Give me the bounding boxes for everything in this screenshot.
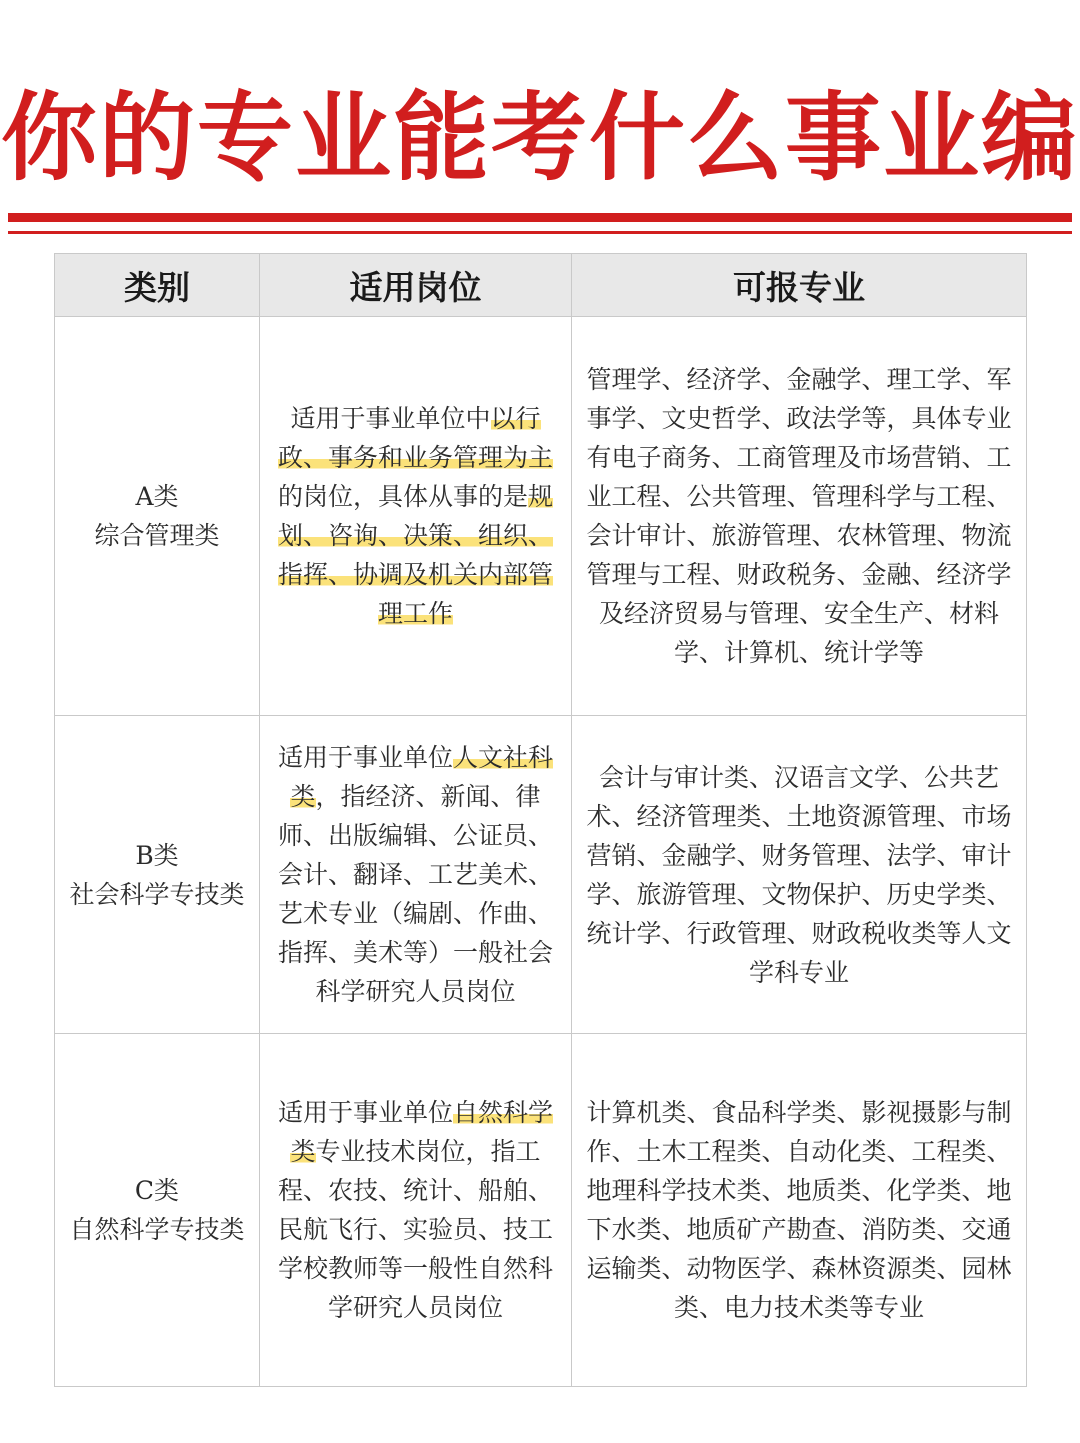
category-cell bbox=[55, 317, 260, 716]
post-cell bbox=[260, 1034, 572, 1387]
table-header-row bbox=[55, 254, 1027, 317]
category-code: A类 bbox=[135, 482, 179, 511]
post-highlight: 规划、咨询、决策、组织、指挥、协调及机关内部管理工作 bbox=[277, 482, 554, 628]
post-text: ，指经济、新闻、律师、出版编辑、公证员、会计、翻译、工艺美术、艺术专业（编剧、作曲、指挥、美术等）一般社会科学研究人员岗位 bbox=[277, 782, 553, 1006]
category-cell bbox=[55, 1034, 260, 1387]
page-title: 你的专业能考什么事业编 bbox=[1, 81, 1079, 194]
category-name: 综合管理类 bbox=[94, 521, 220, 550]
post-highlight: 以行政、事务和业务管理为主 bbox=[277, 404, 553, 472]
post-cell bbox=[260, 716, 572, 1034]
category-cell bbox=[55, 716, 260, 1034]
post-text: 适用于事业单位 bbox=[277, 1098, 453, 1127]
title-underline-thick bbox=[8, 213, 1072, 222]
majors-cell: 管理学、经济学、金融学、理工学、军事学、文史哲学、政法学等，具体专业有电子商务、工商管理及市场营销、工业工程、公共管理、管理科学与工程、会计审计、旅游管理、农林管理、物流管理与工程、财政税务、金融、经济学及经济贸易与管理、安全生产、材料学、计算机、统计学等 bbox=[572, 317, 1027, 716]
category-code: C类 bbox=[134, 1176, 180, 1205]
category-name: 自然科学专技类 bbox=[69, 1215, 245, 1244]
table-row bbox=[55, 716, 1027, 1034]
table-row bbox=[55, 1034, 1027, 1387]
category-name: 社会科学专技类 bbox=[69, 879, 245, 909]
header-category: 类别 bbox=[55, 254, 260, 317]
title-underline-thin bbox=[8, 231, 1072, 234]
header-applicable-post: 适用岗位 bbox=[260, 254, 572, 317]
post-text: 专业技术岗位，指工程、农技、统计、船舶、民航飞行、实验员、技工学校教师等一般性自然科学研究人员岗位 bbox=[277, 1137, 553, 1322]
table-row bbox=[55, 317, 1027, 716]
post-text: 适用于事业单位 bbox=[277, 743, 453, 772]
exam-category-table bbox=[54, 253, 1027, 1387]
post-cell bbox=[260, 317, 572, 716]
post-text: 的岗位，具体从事的是 bbox=[277, 482, 528, 511]
post-highlight: 人文社科类 bbox=[290, 743, 554, 811]
category-code: B类 bbox=[135, 840, 179, 870]
majors-cell: 会计与审计类、汉语言文学、公共艺术、经济管理类、土地资源管理、市场营销、金融学、财务管理、法学、审计学、旅游管理、文物保护、历史学类、统计学、行政管理、财政税收类等人文学科专业 bbox=[572, 716, 1027, 1034]
post-highlight: 自然科学类 bbox=[290, 1098, 554, 1166]
majors-cell: 计算机类、食品科学类、影视摄影与制作、土木工程类、自动化类、工程类、地理科学技术类、地质类、化学类、地下水类、地质矿产勘查、消防类、交通运输类、动物医学、森林资源类、园林类、电力技术类等专业 bbox=[572, 1034, 1027, 1387]
header-eligible-majors: 可报专业 bbox=[572, 254, 1027, 317]
post-text: 适用于事业单位中 bbox=[290, 404, 491, 433]
